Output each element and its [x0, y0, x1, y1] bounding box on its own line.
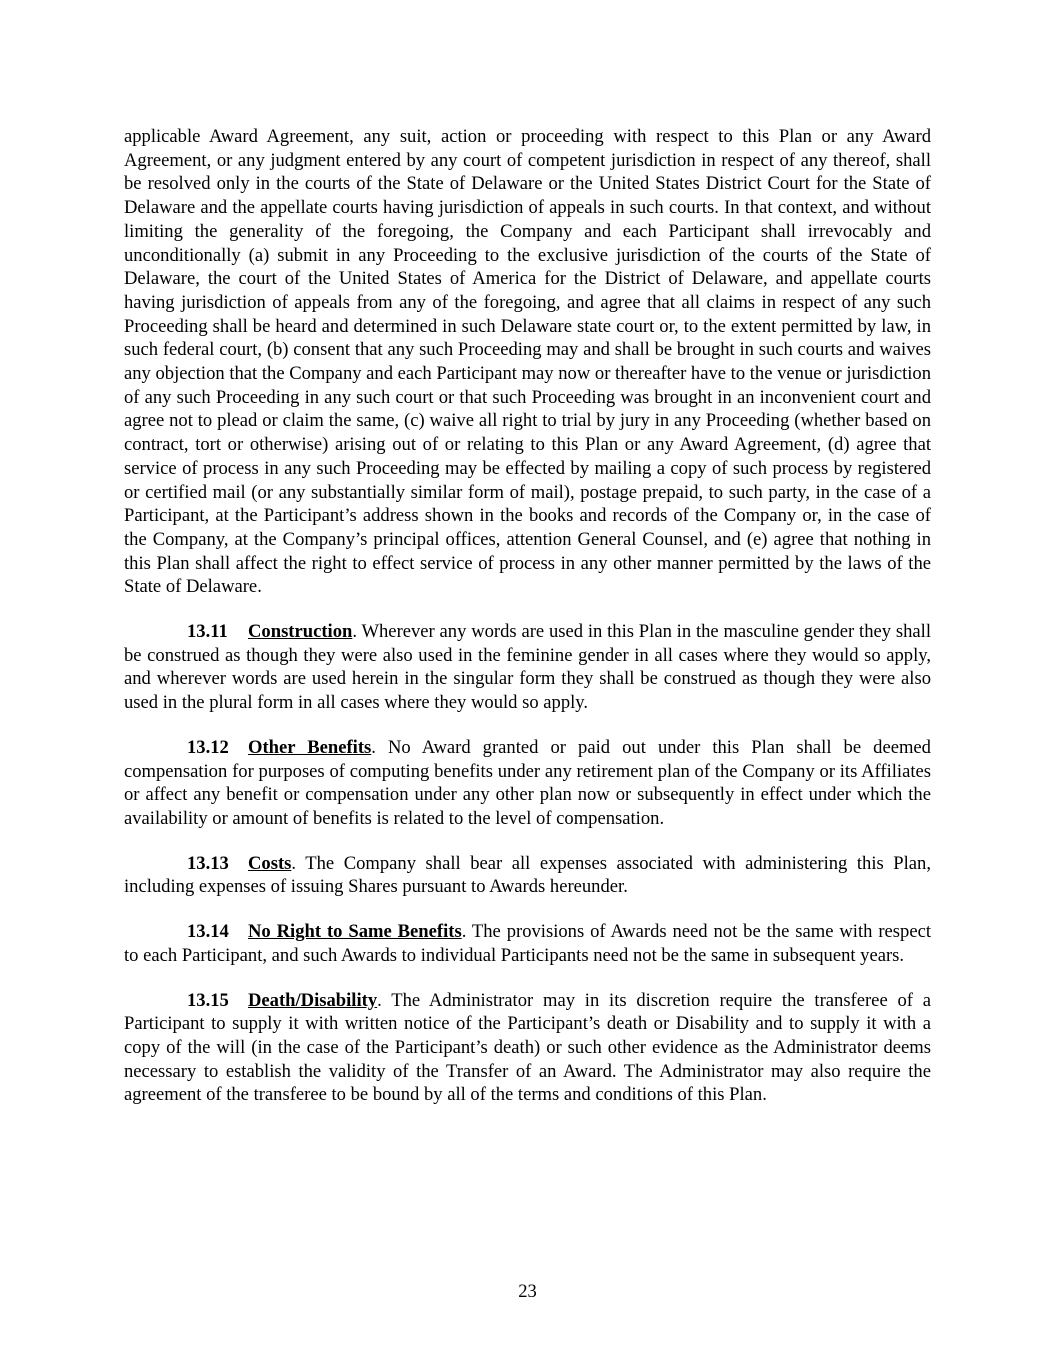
section-body: . Wherever any words are used in this Plan in the masculine gender they shall be construed as though they were also used in the feminine gender in all cases where they would so apply, and wherever words are used herein in the singular form they shall be construed as though they were also used in the plural form in all cases where they would so apply. [124, 621, 931, 714]
continuation-paragraph: applicable Award Agreement, any suit, action or proceeding with respect to this Plan or any Award Agreement, or any judgment entered by any court of competent jurisdiction in respect of any thereof, shall be resolved only in the courts of the State of Delaware or the United States District Court for the State of Delaware and the appellate courts having jurisdiction of appeals in such courts. In that context, and without limiting the generality of the foregoing, the Company and each Participant shall irrevocably and unconditionally (a) submit in any Proceeding to the exclusive jurisdiction of the courts of the State of Delaware, the court of the United States of America for the District of Delaware, and appellate courts having jurisdiction of appeals from any of the foregoing, and agree that all claims in respect of any such Proceeding shall be heard and determined in such Delaware state court or, to the extent permitted by law, in such federal court, (b) consent that any such Proceeding may and shall be brought in such courts and waives any objection that the Company and each Participant may now or thereafter have to the venue or jurisdiction of any such Proceeding in any such court or that such Proceeding was brought in an inconvenient court and agree not to plead or claim the same, (c) waive all right to trial by jury in any Proceeding (whether based on contract, tort or otherwise) arising out of or relating to this Plan or any Award Agreement, (d) agree that service of process in any such Proceeding may be effected by mailing a copy of such process by registered or certified mail (or any substantially similar form of mail), postage prepaid, to such party, in the case of a Participant, at the Participant’s address shown in the books and records of the Company or, in the case of the Company, at the Company’s principal offices, attention General Counsel, and (e) agree that nothing in this Plan shall affect the right to effect service of process in any other manner permitted by the laws of the State of Delaware. [124, 126, 932, 598]
section-title: Death/Disability [248, 989, 378, 1011]
section-body: . The Company shall bear all expenses associated with administering this Plan, including expenses of issuing Shares pursuant to Awards hereunder. [124, 852, 931, 898]
section-title: No Right to Same Benefits [248, 921, 462, 943]
section-13-14 [124, 920, 931, 967]
section-number: 13.14 [187, 921, 229, 943]
section-body: . The Administrator may in its discretion require the transferee of a Participant to supply it with written notice of the Participant’s death or Disability and to supply it with a copy of the will (in the case of the Participant’s death) or such other evidence as the Administrator deems necessary to establish the validity of the Transfer of an Award. The Administrator may also require the agreement of the transferee to be bound by all of the terms and conditions of this Plan. [124, 989, 931, 1106]
section-13-15 [124, 989, 931, 1108]
section-number: 13.15 [187, 989, 229, 1011]
section-13-12 [124, 736, 931, 831]
page-body [124, 125, 931, 1107]
page-number: 23 [518, 1281, 537, 1302]
section-title: Other Benefits [248, 736, 372, 758]
section-body: . The provisions of Awards need not be the same with respect to each Participant, and such Awards to individual Participants need not be the same in subsequent years. [124, 921, 931, 966]
section-number: 13.12 [187, 736, 229, 758]
section-13-11 [124, 620, 931, 715]
section-number: 13.11 [187, 621, 228, 643]
section-title: Costs [248, 852, 292, 874]
section-13-13 [124, 852, 931, 899]
section-title: Construction [248, 621, 353, 643]
section-number: 13.13 [187, 852, 229, 874]
section-body: . No Award granted or paid out under this Plan shall be deemed compensation for purposes of computing benefits under any retirement plan of the Company or its Affiliates or affect any benefit or compensation under any other plan now or subsequently in effect under which the availability or amount of benefits is related to the level of compensation. [124, 736, 931, 829]
